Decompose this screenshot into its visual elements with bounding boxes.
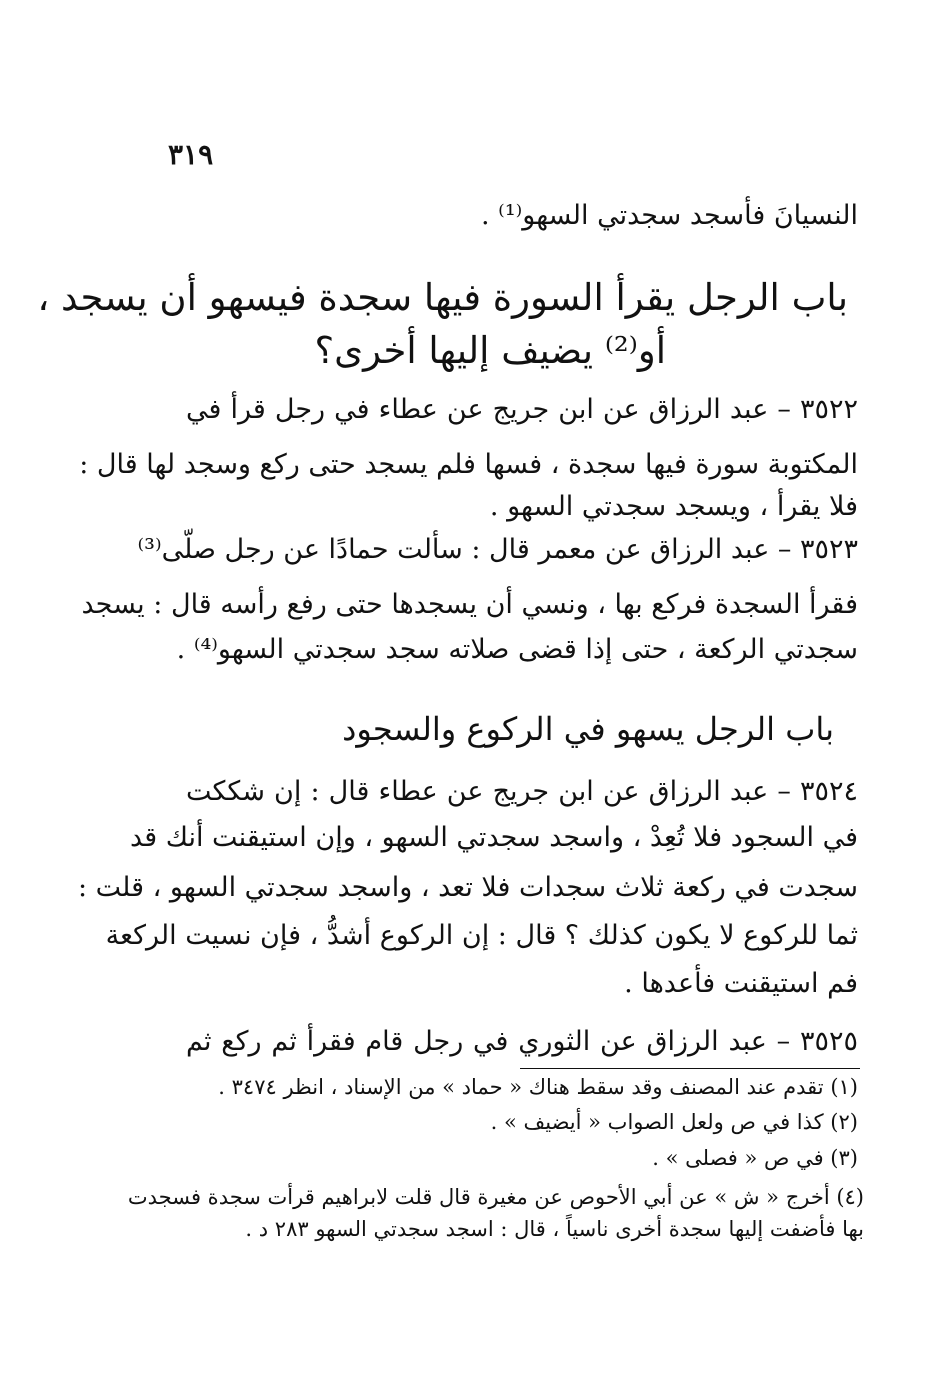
page-number: ٣١٩ (168, 138, 214, 171)
text-line-continuation: النسيانَ فأسجد سجدتي السهو⁽¹⁾ . (481, 200, 858, 231)
hadith-3522-line-2: المكتوبة سورة فيها سجدة ، فسها فلم يسجد حتى ركع وسجد لها قال : (79, 449, 858, 480)
hadith-3522-line-1: ٣٥٢٢ – عبد الرزاق عن ابن جريج عن عطاء في رجل قرأ في (186, 394, 858, 425)
hadith-3523-line-2: فقرأ السجدة فركع بها ، ونسي أن يسجدها حتى رفع رأسه قال : يسجد (81, 589, 858, 620)
footnote-3: (٣) في ص « فصلى » . (652, 1146, 858, 1170)
hadith-3523-line-1: ٣٥٢٣ – عبد الرزاق عن معمر قال : سألت حمادًا عن رجل صلّى⁽³⁾ (137, 534, 858, 565)
footnote-2: (٢) كذا في ص ولعل الصواب « أيضيف » . (490, 1110, 858, 1134)
hadith-3524-line-2: في السجود فلا تُعِدْ ، واسجد سجدتي السهو ، وإن استيقنت أنك قد (130, 822, 858, 853)
hadith-3522-line-3: فلا يقرأ ، ويسجد سجدتي السهو . (489, 491, 858, 522)
footnote-4-line-2: بها فأضفت إليها سجدة أخرى ناسياً ، قال : اسجد سجدتي السهو ٢٨٣ د . (245, 1217, 864, 1241)
hadith-3524-line-4: ثما للركوع لا يكون كذلك ؟ قال : إن الركوع أشدُّ ، فإن نسيت الركعة (105, 920, 858, 951)
chapter-title-line-2: أو⁽²⁾ يضيف إليها أخرى؟ (314, 329, 666, 372)
hadith-3523-line-3: سجدتي الركعة ، حتى إذا قضى صلاته سجد سجدتي السهو⁽⁴⁾ . (176, 634, 858, 665)
footnote-divider (520, 1068, 860, 1069)
footnote-4-line-1: (٤) أخرج « ش » عن أبي الأحوص عن مغيرة قال قلت لابراهيم قرأت سجدة فسجدت (127, 1185, 864, 1209)
chapter-title-line-1: باب الرجل يقرأ السورة فيها سجدة فيسهو أن يسجد ، (37, 276, 848, 319)
hadith-3524-line-5: فم استيقنت فأعدها . (624, 968, 858, 999)
footnote-1: (١) تقدم عند المصنف وقد سقط هناك « حماد » من الإسناد ، انظر ٣٤٧٤ . (218, 1075, 858, 1099)
hadith-3524-line-1: ٣٥٢٤ – عبد الرزاق عن ابن جريج عن عطاء قال : إن شككت (186, 776, 858, 807)
section-title: باب الرجل يسهو في الركوع والسجود (342, 710, 834, 748)
hadith-3524-line-3: سجدت في ركعة ثلاث سجدات فلا تعد ، واسجد سجدتي السهو ، قلت : (77, 872, 858, 903)
hadith-3525-line-1: ٣٥٢٥ – عبد الرزاق عن الثوري في رجل قام فقرأ ثم ركع ثم (186, 1026, 858, 1057)
